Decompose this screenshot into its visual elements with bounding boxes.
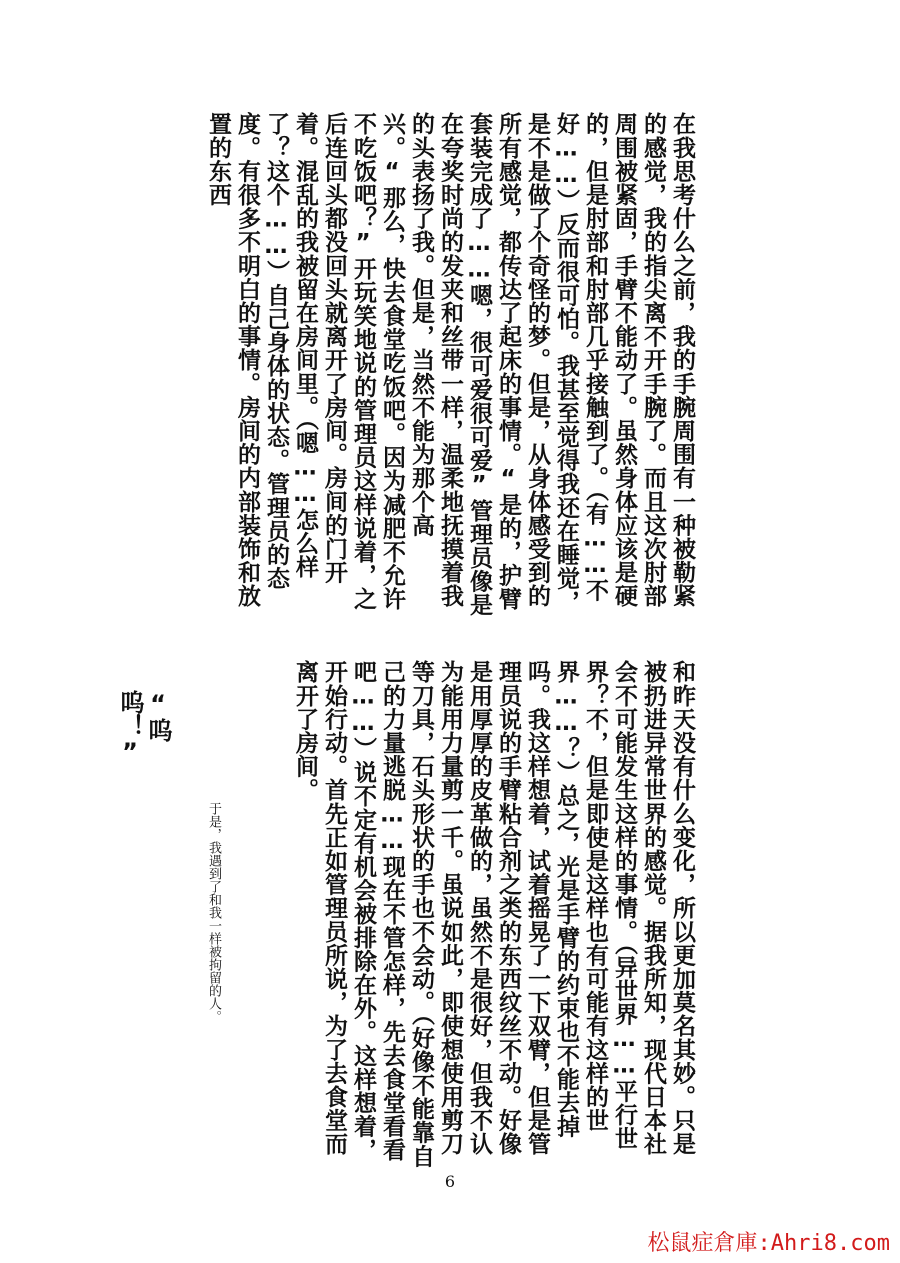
watermark-text: 松鼠症倉庫:Ahri8.com: [647, 1231, 890, 1256]
page-number: 6: [444, 1172, 456, 1191]
sound-effect-text: “呜呜！”: [116, 690, 172, 766]
upper-text-block: 在我思考什么之前，我的手腕周围有一种被勒紧的感觉，我的指尖离不开手腕了。而且这次肘部周围被紧固，手臂不能动了。虽然身体应该是硬的，但是肘部和肘部几乎接触到了。（有……不好……）反而很可怕。我甚至觉得我还在睡觉，是不是做了个奇怪的梦。但是，从身体感受到的所有感觉，都传达了起床的事情。“是的，护臂套装完成了……嗯，很可爱很可爱”管理员像是在夸奖时尚的发夹和丝带一样，温柔地抚摸着我的头表扬了我。但是，当然不能为那个高兴。“那么，快去食堂吃饭吧。因为减肥不允许不吃饭吧？”开玩笑地说的管理员这样说着，之后连回头都没回头就离开了房间。房间的门开着。混乱的我被留在房间里。（嗯……怎么样了？这个……）自己身体的状态。管理员的态度。有很多不明白的事情。房间的内部装饰和放置的东西: [205, 112, 695, 617]
caption-text: 于是，我遇到了和我一样被拘留的人。: [206, 802, 221, 1023]
lower-text-block: 和昨天没有什么变化，所以更加莫名其妙。只是被扔进异常世界的感觉。据我所知，现代日本社会不可能发生这样的事情。（异世界……平行世界？不，但是即使是这样也有可能有这样的世界……？）总之，光是手臂的约束也不能去掉吗。我这样想着，试着摇晃了一下双臂，但是管理员说的手臂粘合剂之类的东西纹丝不动。好像是用厚厚的皮革做的，虽然不是很好，但我不认为能用力量剪一千。虽说如此，即使想使用剪刀等刀具，石头形状的手也不会动。（好像不能靠自己的力量逃脱……现在不管怎样，先去食堂看看吧……）说不定有机会被排除在外。这样想着，开始行动。首先正如管理员所说，为了去食堂而离开了房间。: [292, 660, 695, 1168]
